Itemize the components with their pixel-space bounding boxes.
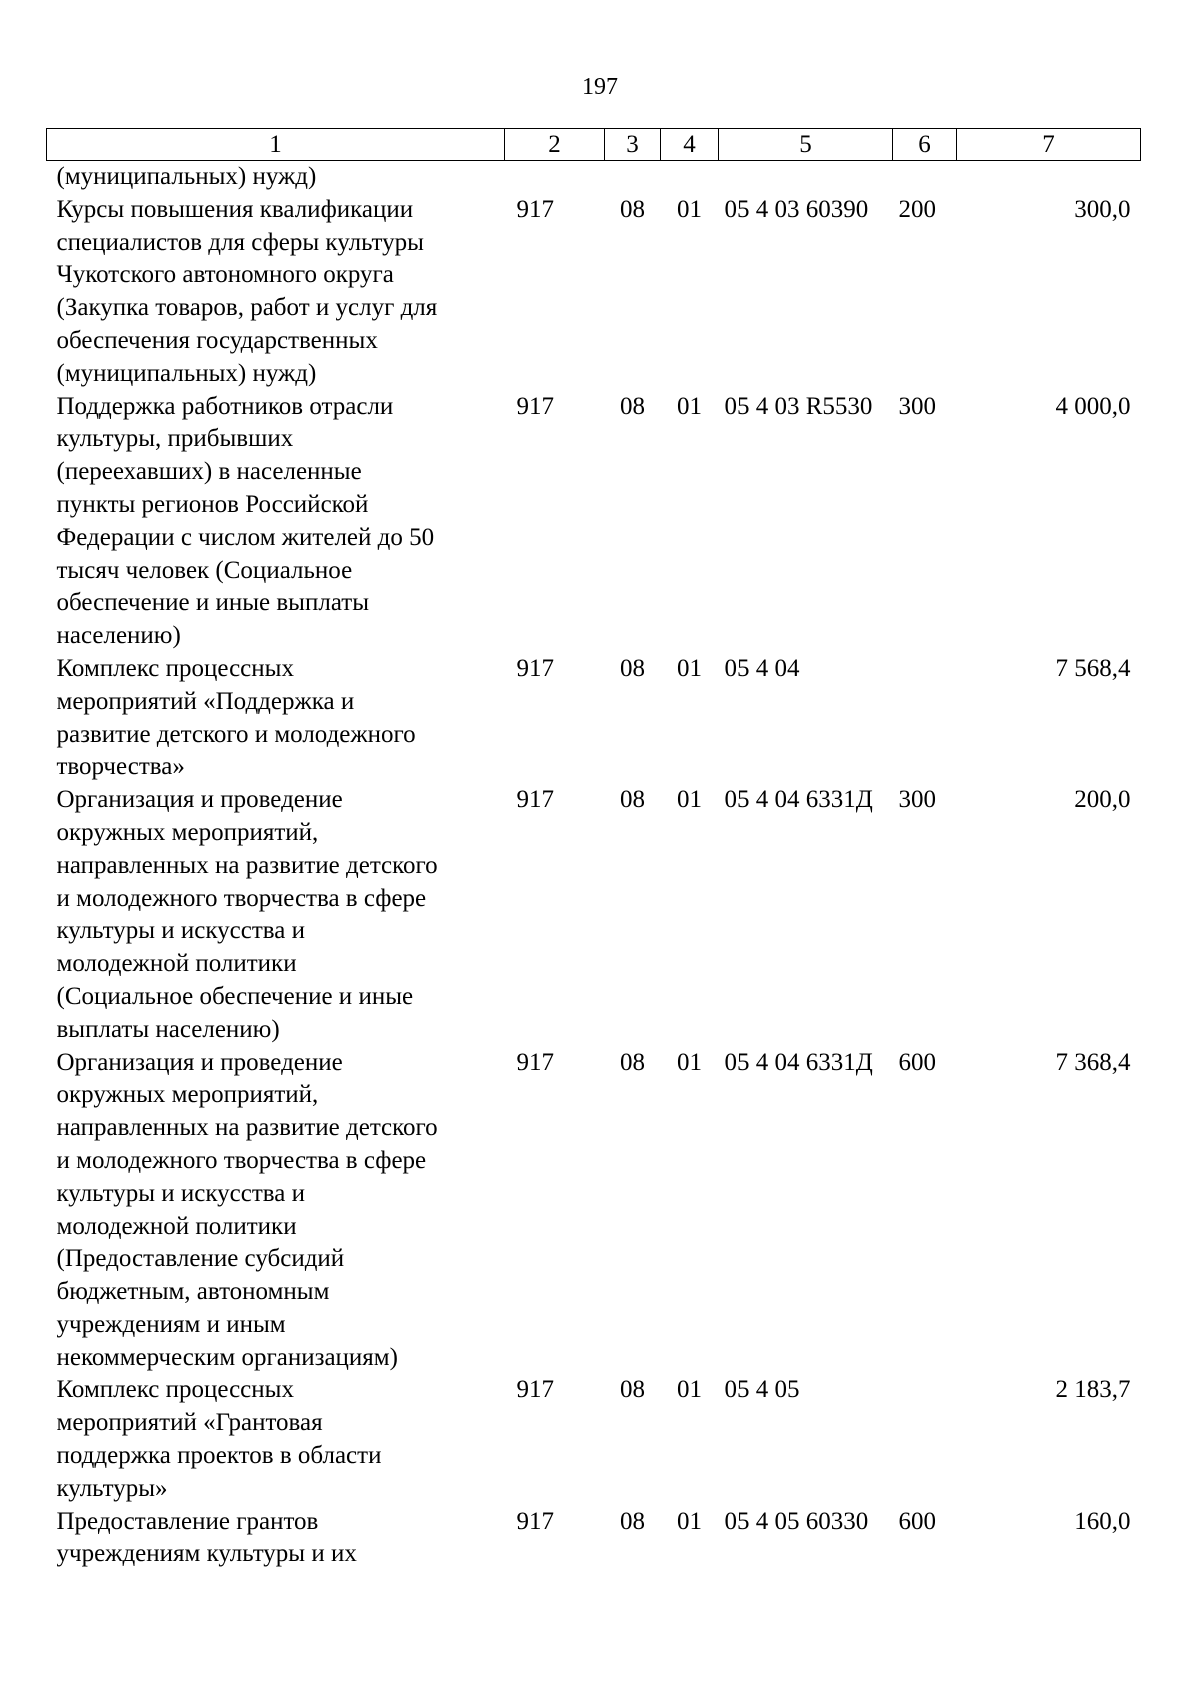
row-name-line: Чукотского автономного округа (56, 261, 394, 289)
row-name-line: направленных на развитие детского (56, 1114, 438, 1142)
row-subsection-code (661, 161, 719, 194)
row-amount: 200,0 (1074, 786, 1131, 814)
row-name-line: бюджетным, автономным (56, 1278, 330, 1306)
row-name (47, 391, 505, 653)
row-name-line: (Предоставление субсидий (56, 1245, 345, 1273)
row-name-line: выплаты населению) (56, 1015, 280, 1043)
row-subsection-code: 01 (677, 1376, 702, 1404)
row-expense-type-code (893, 653, 957, 784)
row-amount: 4 000,0 (1055, 392, 1131, 420)
row-name-line: Организация и проведение (56, 1048, 343, 1076)
table-body (47, 161, 1141, 1572)
row-name (47, 161, 505, 194)
row-amount: 2 183,7 (1055, 1376, 1131, 1404)
row-target-article-code: 05 4 04 6331Д (724, 1048, 873, 1076)
row-name-line: тысяч человек (Социальное (56, 556, 353, 584)
row-name-line: и молодежного творчества в сфере (56, 884, 427, 912)
row-subsection-code: 01 (677, 654, 702, 682)
row-name-line: обеспечение и иные выплаты (56, 589, 369, 617)
row-name-line: творчества» (56, 753, 185, 781)
row-name-line: Организация и проведение (56, 786, 343, 814)
table-row (47, 1506, 1141, 1572)
row-grbs-code: 917 (516, 786, 554, 814)
row-section-code: 08 (620, 654, 645, 682)
row-section-code: 08 (620, 786, 645, 814)
row-grbs-code: 917 (516, 1376, 554, 1404)
row-name-line: мероприятий «Грантовая (56, 1409, 323, 1437)
row-name-line: (муниципальных) нужд) (56, 163, 317, 190)
row-target-article-code (719, 161, 893, 194)
row-amount: 300,0 (1074, 195, 1131, 223)
row-name-line: культуры, прибывших (56, 425, 294, 453)
table-row (47, 784, 1141, 1046)
row-subsection-code: 01 (677, 195, 702, 223)
row-name-line: культуры и искусства и (56, 917, 305, 945)
header-col-6: 6 (893, 129, 957, 161)
header-col-5: 5 (719, 129, 893, 161)
row-name-line: Предоставление грантов (56, 1507, 319, 1535)
row-name-line: некоммерческим организациям) (56, 1343, 398, 1371)
row-amount: 7 368,4 (1055, 1048, 1131, 1076)
row-grbs-code: 917 (516, 1048, 554, 1076)
header-col-1: 1 (47, 129, 505, 161)
row-name-line: направленных на развитие детского (56, 851, 438, 879)
row-target-article-code: 05 4 05 60330 (724, 1507, 869, 1535)
row-name-line: развитие детского и молодежного (56, 720, 416, 748)
table-row (47, 653, 1141, 784)
row-name-line: (Социальное обеспечение и иные (56, 982, 414, 1010)
row-name-line: и молодежного творчества в сфере (56, 1146, 427, 1174)
row-name-line: учреждениям культуры и их (56, 1540, 357, 1568)
row-name-line: культуры и искусства и (56, 1179, 305, 1207)
table-row (47, 1374, 1141, 1505)
row-name (47, 653, 505, 784)
row-name-line: (муниципальных) нужд) (56, 359, 317, 387)
row-target-article-code: 05 4 04 6331Д (724, 786, 873, 814)
header-col-4: 4 (661, 129, 719, 161)
row-name-line: Комплекс процессных (56, 654, 294, 682)
row-name (47, 1047, 505, 1375)
row-amount (957, 161, 1141, 194)
row-grbs-code: 917 (516, 195, 554, 223)
row-target-article-code: 05 4 03 R5530 (724, 392, 873, 420)
row-name-line: Комплекс процессных (56, 1376, 294, 1404)
row-name-line: населению) (56, 622, 181, 650)
row-target-article-code: 05 4 04 (724, 654, 800, 682)
row-name-line: поддержка проектов в области (56, 1442, 382, 1470)
page-number: 197 (582, 74, 618, 100)
row-name-line: пункты регионов Российской (56, 490, 369, 518)
row-section-code: 08 (620, 1376, 645, 1404)
row-subsection-code: 01 (677, 786, 702, 814)
row-name-line: молодежной политики (56, 950, 297, 978)
row-name (47, 194, 505, 391)
row-name-line: учреждениям и иным (56, 1310, 286, 1338)
row-name-line: Поддержка работников отрасли (56, 392, 394, 420)
row-name (47, 1374, 505, 1505)
row-name-line: Федерации с числом жителей до 50 (56, 523, 435, 551)
row-target-article-code: 05 4 03 60390 (724, 195, 869, 223)
row-section-code: 08 (620, 1048, 645, 1076)
row-name-line: (Закупка товаров, работ и услуг для (56, 294, 438, 322)
row-section-code (605, 161, 661, 194)
row-section-code: 08 (620, 195, 645, 223)
row-name-line: молодежной политики (56, 1212, 297, 1240)
row-target-article-code: 05 4 05 (724, 1376, 800, 1404)
row-grbs-code: 917 (516, 654, 554, 682)
header-row (47, 129, 1141, 161)
budget-table (46, 128, 1141, 1571)
row-grbs-code: 917 (516, 1507, 554, 1535)
row-name-line: мероприятий «Поддержка и (56, 687, 355, 715)
row-name-line: окружных мероприятий, (56, 1081, 319, 1109)
row-expense-type-code: 300 (898, 392, 936, 420)
row-grbs-code (505, 161, 605, 194)
row-expense-type-code: 600 (898, 1507, 936, 1535)
row-name-line: специалистов для сферы культуры (56, 228, 424, 256)
row-expense-type-code: 600 (898, 1048, 936, 1076)
row-name (47, 784, 505, 1046)
table-row (47, 194, 1141, 391)
row-expense-type-code: 300 (898, 786, 936, 814)
table-row (47, 1047, 1141, 1375)
header-col-2: 2 (505, 129, 605, 161)
row-grbs-code: 917 (516, 392, 554, 420)
row-amount: 7 568,4 (1055, 654, 1131, 682)
row-amount: 160,0 (1074, 1507, 1131, 1535)
header-col-3: 3 (605, 129, 661, 161)
row-subsection-code: 01 (677, 1048, 702, 1076)
row-name-line: обеспечения государственных (56, 326, 378, 354)
row-name-line: культуры» (56, 1474, 168, 1502)
row-subsection-code: 01 (677, 1507, 702, 1535)
row-section-code: 08 (620, 1507, 645, 1535)
row-name-line: Курсы повышения квалификации (56, 195, 414, 223)
row-name (47, 1506, 505, 1572)
table-row (47, 161, 1141, 194)
table-header (47, 129, 1141, 161)
row-section-code: 08 (620, 392, 645, 420)
row-expense-type-code (893, 1374, 957, 1505)
row-expense-type-code (893, 161, 957, 194)
row-name-line: (переехавших) в населенные (56, 458, 362, 486)
row-expense-type-code: 200 (898, 195, 936, 223)
table-row (47, 391, 1141, 653)
header-col-7: 7 (957, 129, 1141, 161)
row-name-line: окружных мероприятий, (56, 818, 319, 846)
row-subsection-code: 01 (677, 392, 702, 420)
